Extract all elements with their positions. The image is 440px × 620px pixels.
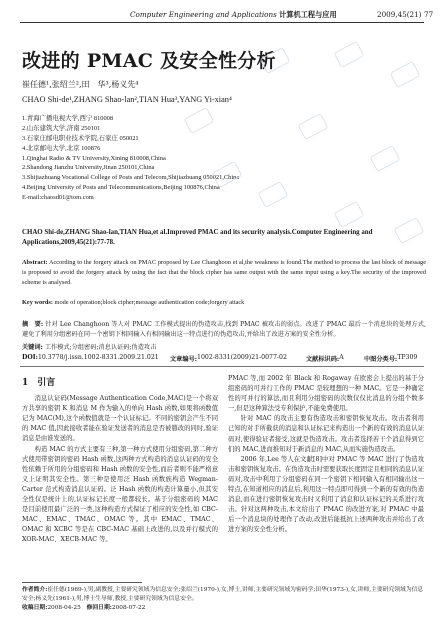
abstract-english	[22, 258, 426, 288]
affiliation-line: 1.青海广播电视大学,西宁 810008	[22, 115, 114, 122]
keywords-label: 关键词:	[22, 344, 43, 351]
affiliation-line: 3.Shijiazhuang Vocational College of Posts and Telecom,Shijiazhuang 050021,China	[22, 174, 240, 182]
abstract-text: 针对 Lee Changhoon 等人对 PMAC 工作模式提出的伪造攻击,找到 PMAC 被攻击的弱点。改进了 PMAC 最后一个消息块的处理方式,避免了利用分组密码在同一个密钥下相同输入有相同输出这一特点进行的伪造攻击,并给出了改进方案的安全性分析。	[22, 321, 426, 338]
dates: 收稿日期:2008-04-25 修回日期:2008-07-22	[22, 604, 146, 611]
journal-name: Computer Engineering and Applications 计算机工程与应用	[130, 10, 337, 19]
affiliation-line: 4.Beijing University of Posts and Telecommunications,Beijing 100876,China	[22, 184, 220, 192]
keywords-chinese	[22, 342, 156, 351]
abstract-label: 摘 要:	[22, 321, 44, 328]
footnote-divider	[22, 582, 142, 583]
article-number: 文章编号: 1002-8331(2009)21-0077-02	[170, 354, 287, 363]
section-heading: 1 引言	[22, 378, 56, 388]
watermark-stamp	[258, 181, 289, 208]
citation-english: CHAO Shi-de,ZHANG Shao-lan,TIAN Hua,et al.Improved PMAC and its security analysis.Computer Engineering and Applications,2009,45(21):77-78.	[22, 229, 373, 246]
affiliation-line: 3.石家庄邮电职业技术学院,石家庄 050021	[22, 134, 139, 142]
affiliations	[22, 114, 239, 203]
watermark-stamp	[298, 113, 329, 140]
abstract-text: According to the forgery attack on PMAC proposed by Lee Changhoon et al,the weakness is found.The method to process the last block of message is proposed to avoid the forgery attack by using the fact that the block cipher has same output with the same input using a key.The security of the improved scheme is analysed.	[22, 259, 426, 286]
body-column-right	[228, 374, 424, 536]
body-paragraph: 消息认证码(Message Authentication Code,MAC)是一个将双方共享的密钥 K 和消息 M 作为输入的单向 Hash 函数,如果将函数值记为 MAC(M),这个函数值就是一个认证标记。不同的密钥会产生不同的 MAC 值,因此接收者能在验证发送者的消息是否被篡改的同时,验证消息是由谁发送的。	[22, 395, 218, 443]
affiliation-line: 2.山东建筑大学,济南 250101	[22, 124, 101, 132]
header-divider	[20, 22, 424, 23]
affiliation-line: 2.Shandong Jianzhu University,Jinan 250101,China	[22, 164, 155, 172]
document-code: 文献标识码: A	[306, 354, 344, 363]
keywords-text: mode of operation;block cipher;message authentication code;forgery attack	[54, 299, 245, 306]
abstract-chinese	[22, 320, 426, 339]
footnote	[22, 586, 426, 612]
contact-email: E-mail:chaosd01@tom.com	[22, 194, 94, 202]
keywords-label: Key words:	[22, 299, 53, 306]
keywords-text: 工作模式;分组密码;消息认证码;伪造攻击	[44, 344, 157, 351]
body-paragraph: PMAC 等,而 2002 年 Black 和 Rogaway 在欧密会上提出的基于分组密码的可并行工作的 PMAC 是较理想的一种 MAC。它是一种确定性的可并行的算法,而且利用分组密码的次数仅仅比消息的分组个数多一,但是这种算法受专利保护,不能免费使用。	[228, 375, 424, 413]
watermark-stamp	[370, 145, 401, 172]
author-bio: 作者简介:崔任德(1969-),男,副教授,主要研究领域为信息安全;张绍兰(1970-),女,博士,讲师,主要研究领域为密码学;田华(1973-),女,讲师,主要研究领域为信息安全;杨义先(1961-),男,博士生导师,教授,主要研究领域为信息安全。	[22, 587, 424, 602]
authors-english: CHAO Shi-de¹,ZHANG Shao-lan²,TIAN Hua³,YANG Yi-xian⁴	[22, 95, 232, 104]
body-paragraph: 构造 MAC 的方式主要有三种,第一种方式使用分组密码,第二种方式使用带密钥的密码 Hash 函数,这两种方式构造的消息认证码的安全性依赖于所用的分组密码和 Hash 函数的安全性,而后者则不能严格意义上证明其安全性。第三种是使用泛 Hash 函数族构造 Wegman-Carter 范式构造消息认证码。泛 Hash 函数的构造计算量小,但其安全性仅是统计上的,认证标记长度一般都较长。基于分组密码的 MAC 是目前使用最广泛的一类,这种构造方式保证了相应的安全性,如 CBC-MAC、EMAC、TMAC、OMAC 等。其中 EMAC、TMAC、OMAC 和 XCBC 等是在 CBC-MAC 基础上改进的,以及并行模式的 XOR-MAC、XECB-MAC 等。	[22, 445, 218, 544]
page-number: 77	[424, 10, 434, 19]
running-head	[22, 10, 434, 22]
issue-number: 2009,45(21)	[377, 10, 422, 19]
watermark-stamp	[334, 41, 365, 68]
affiliation-line: 1.Qinghai Radio & TV University,Xining 810008,China	[22, 154, 166, 162]
watermark-stamp	[390, 61, 421, 88]
abstract-label: Abstract:	[22, 259, 48, 266]
body-column-left	[22, 374, 218, 546]
authors-chinese: 崔任德¹,张绍兰²,田 华³,杨义先⁴	[22, 80, 139, 89]
keywords-english	[22, 298, 426, 307]
classification-number: 中图分类号: TP309	[364, 354, 418, 363]
doi: DOI: 10.3778/j.issn.1002-8331.2009.21.021	[22, 354, 159, 361]
section-divider	[20, 366, 424, 367]
paper-title: 改进的 PMAC 及安全性分析	[22, 50, 276, 72]
affiliation-line: 4.北京邮电大学,北京 100876	[22, 144, 101, 152]
body-paragraph: 2006 年,Lee 等人在文献[8]中对 PMAC 等 MAC 进行了伪造攻击和密钥恢复攻击。在伪造攻击时需要获取长度固定且相同的消息认证码对,攻击中利用了分组密码在同一个密钥下相同输入有相同输出这一特点,在知道相应的消息后,利用这一特点即可得到一个新的有效的伪造消息,而在进行密钥恢复攻击时又利用了消息和认证标记的关系进行攻击。针对这两种攻击,本文给出了 PMAC 的改进方案,对 PMAC 中最后一个消息块的处理作了改动,改进后能抵抗上述两种攻击并给出了改进方案的安全性分析。	[228, 455, 424, 534]
watermark-stamp	[334, 201, 365, 228]
body-paragraph: 针对 MAC 的攻击主要有伪造攻击和密钥恢复攻击。攻击者利用已知的对手所截获的消息和认证标记来构造出一个新的有效的消息认证码对,使得验证者接受,这就是伪造攻击。攻击者选择若干个消息得到它们的 MAC,进而推知对于新消息的 MAC,从而实施伪造攻击。	[228, 415, 424, 453]
